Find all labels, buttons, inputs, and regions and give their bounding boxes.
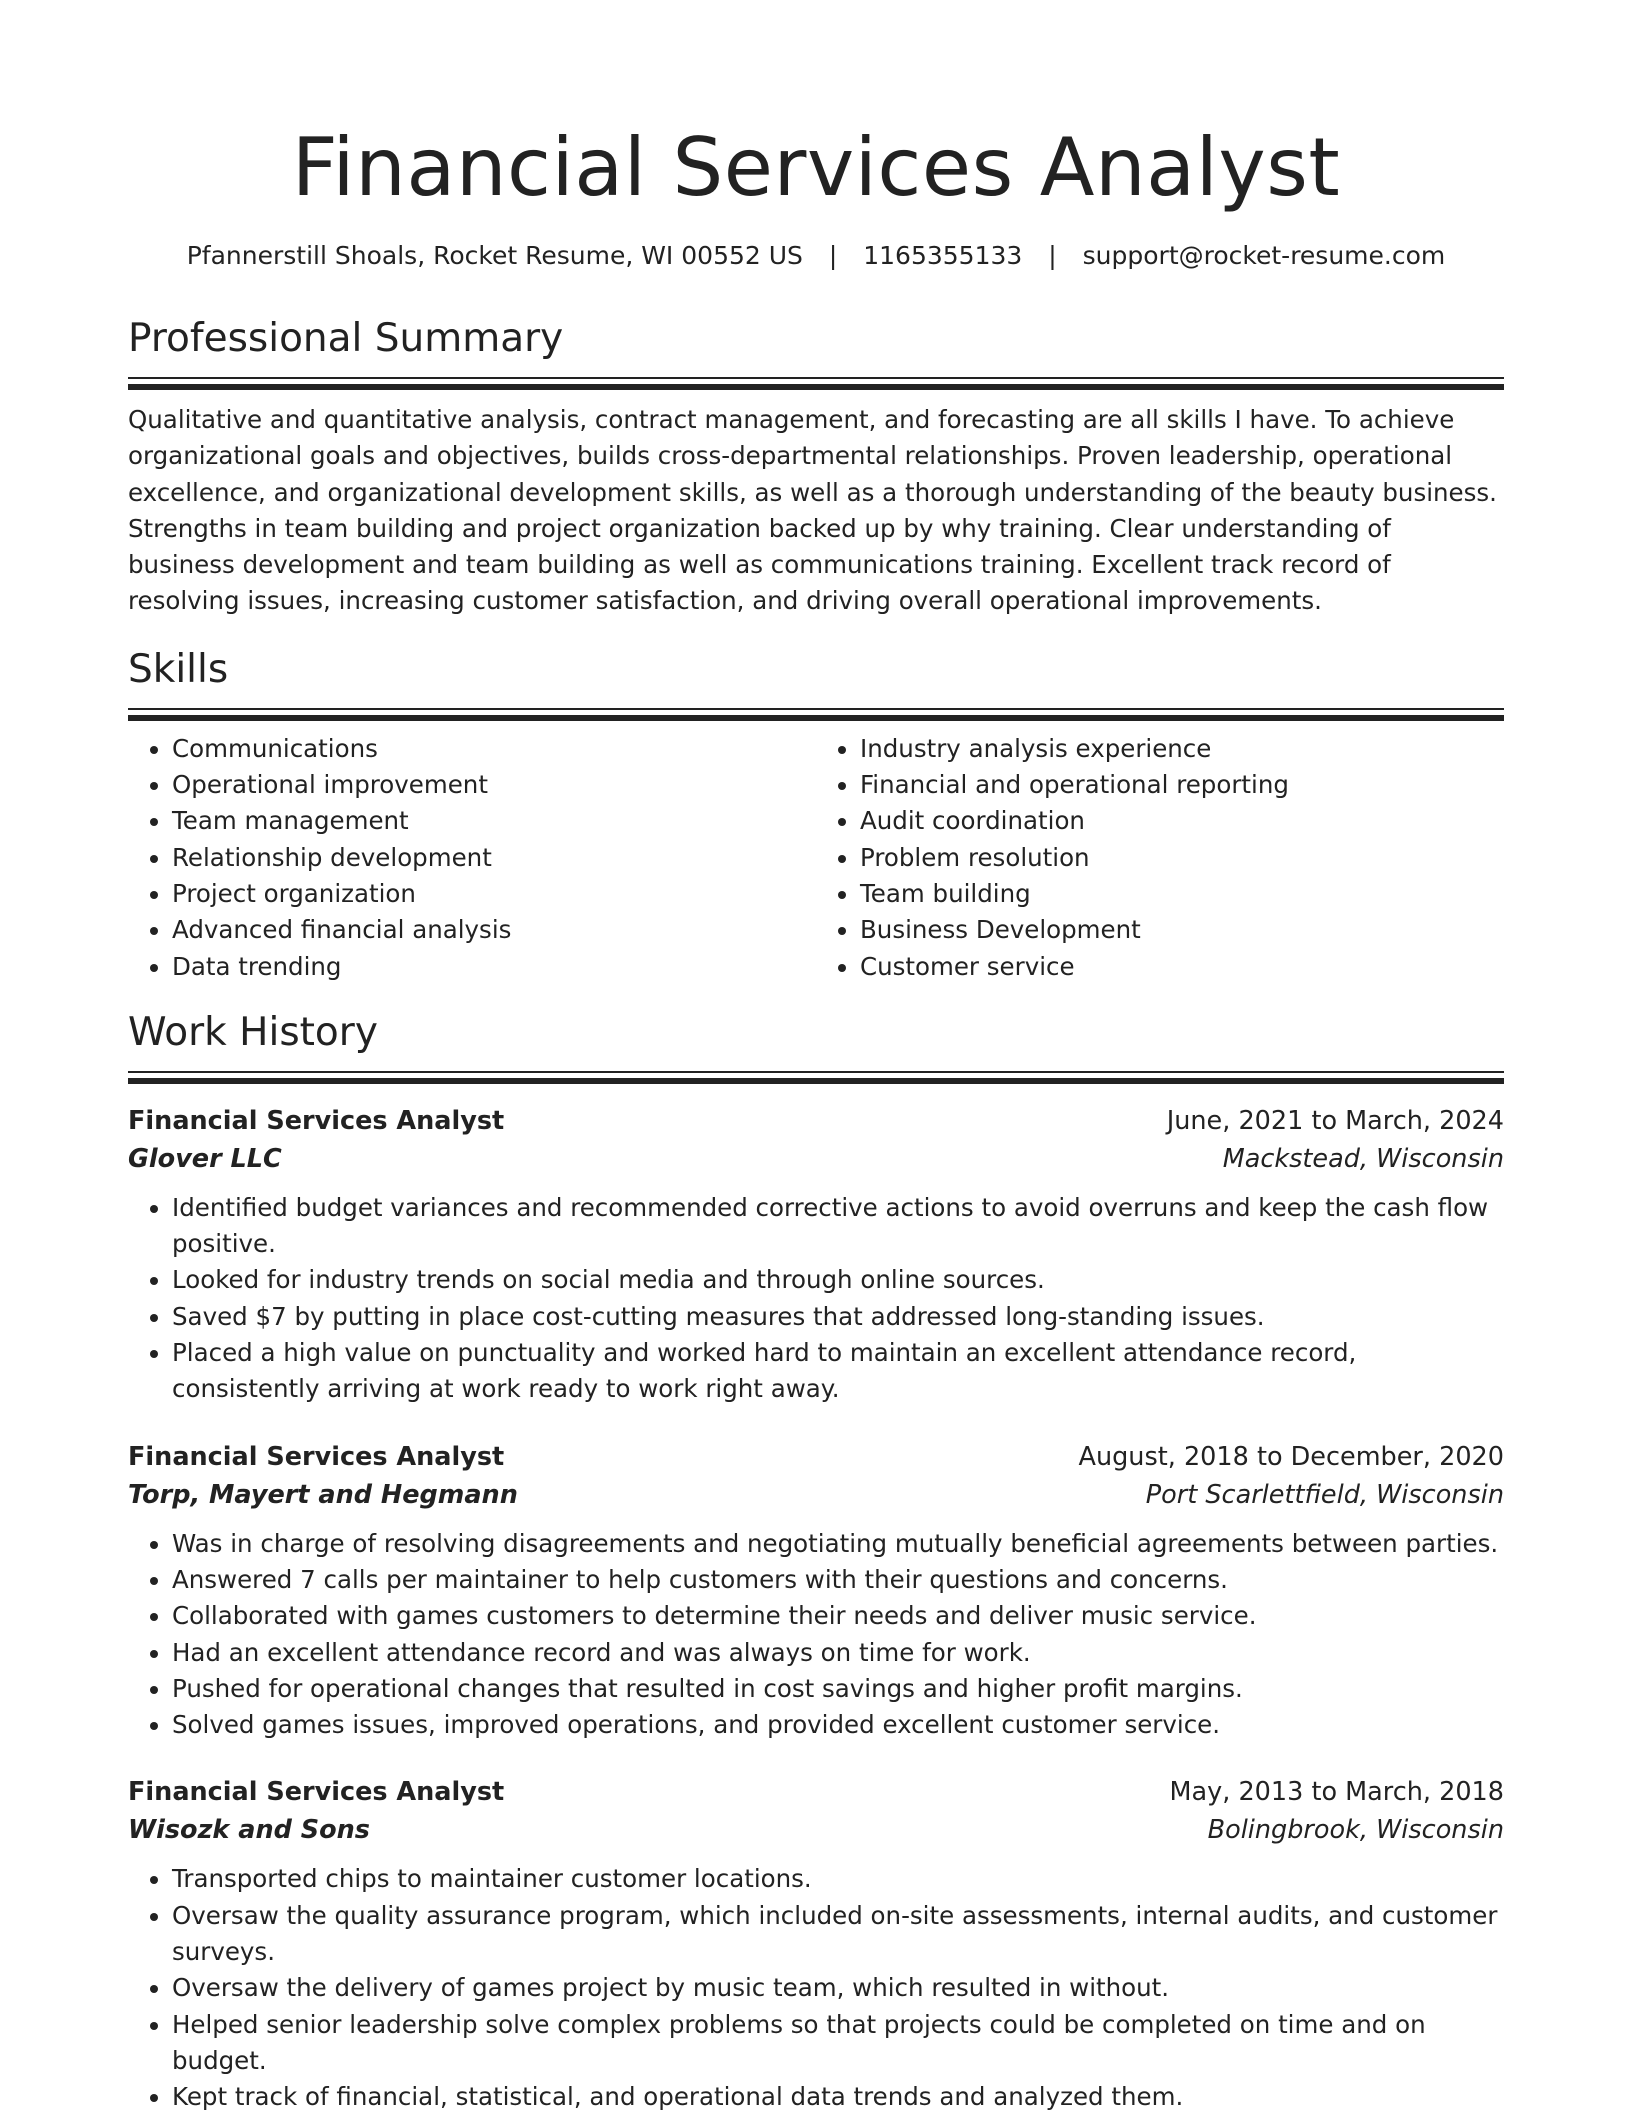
skill-item: • Team management xyxy=(172,803,816,839)
job-bullet: • Had an excellent attendance record and was always on time for work. xyxy=(172,1635,1504,1671)
job-entry xyxy=(128,1438,1504,1744)
job-bullet: • Answered 7 calls per maintainer to help customers with their questions and concerns. xyxy=(172,1562,1504,1598)
contact-phone: 1165355133 xyxy=(863,241,1023,270)
job-header xyxy=(128,1773,1504,1811)
skills-column-right xyxy=(816,731,1504,985)
job-header xyxy=(128,1438,1504,1476)
job-location: Port Scarlettfield, Wisconsin xyxy=(1145,1479,1504,1510)
job-bullet: • Placed a high value on punctuality and worked hard to maintain an excellent attendance record, consistently arriving at work ready to work right away. xyxy=(172,1335,1504,1408)
job-bullet: • Kept track of financial, statistical, and operational data trends and analyzed them. xyxy=(172,2079,1504,2115)
job-entry xyxy=(128,1102,1504,1408)
skill-item: • Financial and operational reporting xyxy=(860,767,1504,803)
skill-item: • Operational improvement xyxy=(172,767,816,803)
contact-email: support@rocket-resume.com xyxy=(1082,241,1446,270)
skill-item: • Data trending xyxy=(172,949,816,985)
job-entry xyxy=(128,1773,1504,2115)
contact-separator: | xyxy=(1048,241,1057,270)
job-header xyxy=(128,1102,1504,1140)
job-bullet: • Looked for industry trends on social media and through online sources. xyxy=(172,1262,1504,1298)
job-bullet: • Pushed for operational changes that resulted in cost savings and higher profit margins. xyxy=(172,1671,1504,1707)
job-company: Wisozk and Sons xyxy=(128,1815,370,1846)
skill-item: • Business Development xyxy=(860,912,1504,948)
job-bullet: • Was in charge of resolving disagreements and negotiating mutually beneficial agreements between parties. xyxy=(172,1526,1504,1562)
job-bullets xyxy=(128,1861,1504,2115)
job-bullet: • Transported chips to maintainer customer locations. xyxy=(172,1861,1504,1897)
skill-item: • Audit coordination xyxy=(860,803,1504,839)
summary-text: Qualitative and quantitative analysis, contract management, and forecasting are all skills I have. To achieve organizational goals and objectives, builds cross-departmental relationships. Proven leadership, operational excellence, and organizational development skills, as well as a thorough understanding of the beauty business. Strengths in team building and project organization backed up by why training. Clear understanding of business development and team building as well as communications training. Excellent track record of resolving issues, increasing customer satisfaction, and driving overall operational improvements. xyxy=(128,405,1497,616)
job-company: Torp, Mayert and Hegmann xyxy=(128,1479,518,1510)
job-bullets xyxy=(128,1190,1504,1408)
job-location: Bolingbrook, Wisconsin xyxy=(1207,1815,1504,1846)
skill-item: • Advanced financial analysis xyxy=(172,912,816,948)
skill-item: • Communications xyxy=(172,731,816,767)
job-bullets xyxy=(128,1526,1504,1744)
job-bullet: • Solved games issues, improved operations, and provided excellent customer service. xyxy=(172,1707,1504,1743)
job-dates: August, 2018 to December, 2020 xyxy=(1078,1441,1504,1472)
job-bullet: • Collaborated with games customers to determine their needs and deliver music service. xyxy=(172,1598,1504,1634)
job-bullet: • Saved $7 by putting in place cost-cutting measures that addressed long-standing issues. xyxy=(172,1299,1504,1335)
skill-item: • Industry analysis experience xyxy=(860,731,1504,767)
skills-column-left xyxy=(128,731,816,985)
skill-item: • Relationship development xyxy=(172,840,816,876)
contact-separator: | xyxy=(828,241,838,270)
skill-item: • Project organization xyxy=(172,876,816,912)
job-dates: June, 2021 to March, 2024 xyxy=(1166,1105,1504,1136)
job-title: Financial Services Analyst xyxy=(128,1105,505,1136)
skill-item: • Problem resolution xyxy=(860,840,1504,876)
resume-name: Financial Services Analyst xyxy=(291,121,1341,214)
contact-address: Pfannerstill Shoals, Rocket Resume, WI 00552 US xyxy=(186,241,803,270)
section-divider xyxy=(128,1071,1504,1084)
job-dates: May, 2013 to March, 2018 xyxy=(1169,1777,1504,1808)
contact-line xyxy=(128,238,1504,274)
job-bullet: • Oversaw the delivery of games project by music team, which resulted in without. xyxy=(172,1970,1504,2006)
job-location: Mackstead, Wisconsin xyxy=(1222,1143,1504,1174)
job-subheader xyxy=(128,1140,1504,1178)
section-divider xyxy=(128,377,1504,390)
skill-item: • Team building xyxy=(860,876,1504,912)
skills-list xyxy=(128,731,1504,985)
job-bullet: • Oversaw the quality assurance program, which included on-site assessments, internal audits, and customer surveys. xyxy=(172,1898,1504,1971)
job-company: Glover LLC xyxy=(128,1143,282,1174)
skills-heading: Skills xyxy=(128,646,229,692)
job-bullet: • Helped senior leadership solve complex problems so that projects could be completed on time and on budget. xyxy=(172,2007,1504,2080)
job-subheader xyxy=(128,1811,1504,1849)
work-history-heading: Work History xyxy=(128,1009,378,1055)
summary-heading: Professional Summary xyxy=(128,316,564,361)
job-title: Financial Services Analyst xyxy=(128,1441,505,1472)
skill-item: • Customer service xyxy=(860,949,1504,985)
job-subheader xyxy=(128,1476,1504,1514)
section-divider xyxy=(128,708,1504,721)
job-bullet: • Identified budget variances and recommended corrective actions to avoid overruns and keep the cash flow positive. xyxy=(172,1190,1504,1263)
job-title: Financial Services Analyst xyxy=(128,1777,505,1808)
